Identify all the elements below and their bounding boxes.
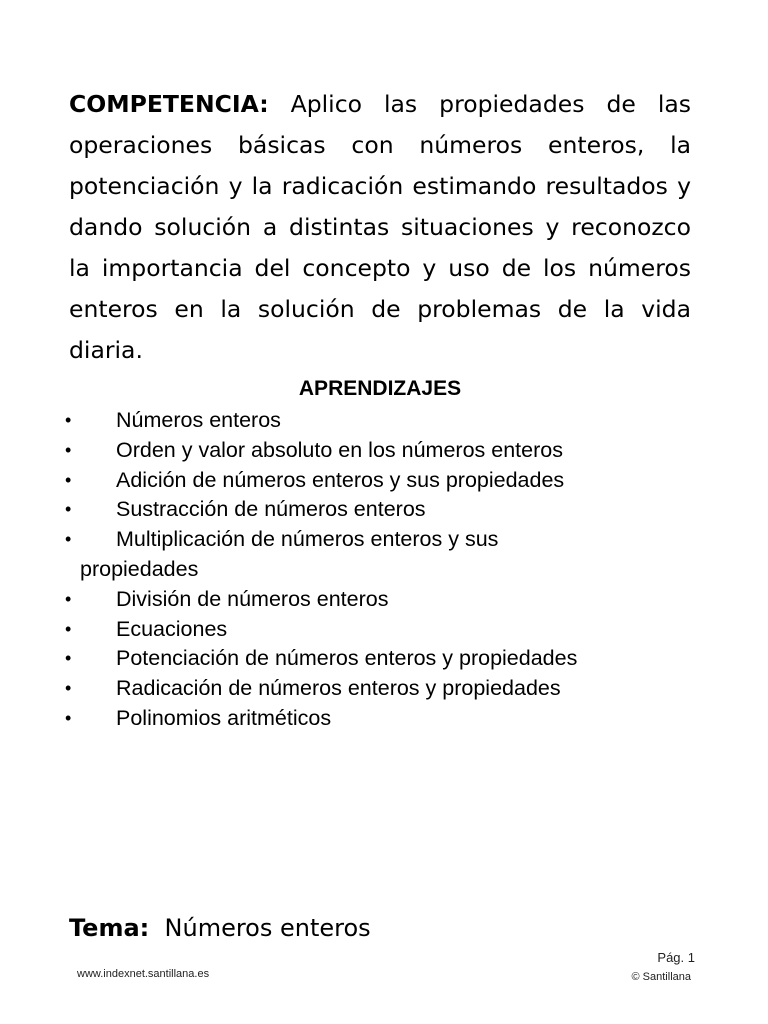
bullet-icon: • (65, 707, 72, 728)
aprendizajes-list (62, 406, 712, 734)
list-item-text: Polinomios aritméticos (116, 705, 332, 730)
tema-line (69, 910, 371, 946)
bullet-icon: • (65, 529, 72, 550)
list-item (62, 585, 712, 615)
list-item-text: Adición de números enteros y sus propiedades (116, 467, 565, 492)
list-item (62, 615, 712, 645)
competencia-text: Aplico las propiedades de las operaciones básicas con números enteros, la potenciación y la radicación estimando resultados y dando solución a distintas situaciones y reconozco la importancia del concepto y uso de los números enteros en la solución de problemas de la vida diaria. (69, 90, 691, 364)
aprendizajes-heading: APRENDIZAJES (298, 377, 462, 400)
bullet-icon: • (65, 618, 72, 639)
tema-value: Números enteros (164, 914, 371, 942)
list-item (62, 644, 712, 674)
list-item-text-continuation: propiedades (80, 556, 199, 581)
bullet-icon: • (65, 410, 72, 430)
bullet-icon: • (65, 648, 72, 669)
footer-copyright: © Santillana (631, 971, 691, 983)
list-item (62, 704, 712, 734)
list-item-text: Orden y valor absoluto en los números enteros (116, 437, 563, 462)
tema-label: Tema: (69, 914, 150, 942)
list-item-text: Números enteros (116, 408, 281, 432)
list-item (62, 525, 712, 585)
list-item (62, 406, 712, 436)
list-item-text: Potenciación de números enteros y propiedades (116, 646, 578, 671)
bullet-icon: • (65, 439, 72, 460)
list-item (62, 674, 712, 704)
bullet-icon: • (65, 678, 72, 699)
bullet-icon: • (65, 588, 72, 609)
list-item-text: Sustracción de números enteros (116, 497, 426, 522)
list-item (62, 495, 712, 525)
list-item-text: División de números enteros (116, 586, 389, 611)
footer-url: www.indexnet.santillana.es (77, 968, 210, 980)
list-item (62, 466, 712, 496)
bullet-icon: • (65, 499, 72, 520)
bullet-icon: • (65, 469, 72, 490)
list-item-text: Multiplicación de números enteros y sus (116, 527, 499, 552)
competencia-paragraph (69, 84, 691, 371)
list-item (62, 436, 712, 466)
page-number: Pág. 1 (657, 950, 695, 965)
competencia-label: COMPETENCIA: (69, 90, 269, 118)
list-item-text: Radicación de números enteros y propiedades (116, 676, 561, 701)
list-item-text: Ecuaciones (116, 616, 228, 641)
